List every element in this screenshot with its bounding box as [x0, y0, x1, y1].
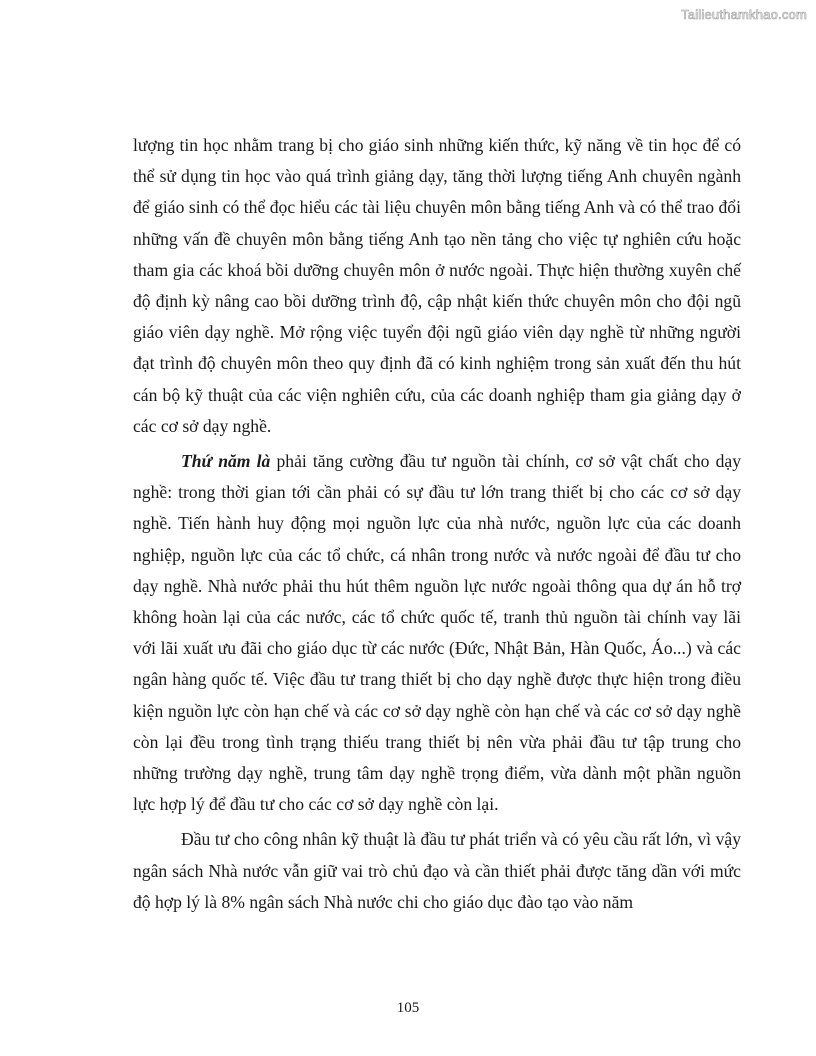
page-number: 105 — [396, 1000, 420, 1016]
paragraph-2-lead: Thứ năm là — [181, 451, 271, 472]
document-body — [133, 130, 741, 918]
paragraph-1-text: lượng tin học nhằm trang bị cho giáo sinh những kiến thức, kỹ năng về tin học để có thể sử dụng tin học vào quá trình giảng dạy, tăng thời lượng tiếng Anh chuyên ngành để giáo sinh có thể đọc hiểu các tài liệu chuyên môn bằng tiếng Anh và có thể trao đổi những vấn đề chuyên môn bằng tiếng Anh tạo nền tảng cho việc tự nghiên cứu hoặc tham gia các khoá bồi dưỡng chuyên môn ở nước ngoài. Thực hiện thường xuyên chế độ định kỳ nâng cao bồi dưỡng trình độ, cập nhật kiến thức chuyên môn cho đội ngũ giáo viên dạy nghề. Mở rộng việc tuyển đội ngũ giáo viên dạy nghề từ những người đạt trình độ chuyên môn theo quy định đã có kinh nghiệm trong sản xuất đến thu hút cán bộ kỹ thuật của các viện nghiên cứu, của các doanh nghiệp tham gia giảng dạy ở các cơ sở dạy nghề. — [133, 135, 741, 436]
paragraph-3 — [133, 824, 741, 918]
paragraph-3-text: Đầu tư cho công nhân kỹ thuật là đầu tư phát triển và có yêu cầu rất lớn, vì vậy ngân sách Nhà nước vẫn giữ vai trò chủ đạo và cần thiết phải được tăng dần với mức độ hợp lý là 8% ngân sách Nhà nước chi cho giáo dục đào tạo vào năm — [133, 829, 741, 912]
paragraph-2-text: phải tăng cường đầu tư nguồn tài chính, cơ sở vật chất cho dạy nghề: trong thời gian tới cần phải có sự đầu tư lớn trang thiết bị cho các cơ sở dạy nghề. Tiến hành huy động mọi nguồn lực của nhà nước, nguồn lực của các doanh nghiệp, nguồn lực của các tổ chức, cá nhân trong nước và nước ngoài để đầu tư cho dạy nghề. Nhà nước phải thu hút thêm nguồn lực nước ngoài thông qua dự án hỗ trợ không hoàn lại của các nước, các tổ chức quốc tế, tranh thủ nguồn tài chính vay lãi với lãi xuất ưu đãi cho giáo dục từ các nước (Đức, Nhật Bản, Hàn Quốc, Áo...) và các ngân hàng quốc tế. Việc đầu tư trang thiết bị cho dạy nghề được thực hiện trong điều kiện nguồn lực còn hạn chế và các cơ sở dạy nghề còn hạn chế và các cơ sở dạy nghề còn lại đều trong tình trạng thiếu trang thiết bị nên vừa phải đầu tư tập trung cho những trường dạy nghề, trung tâm dạy nghề trọng điểm, vừa dành một phần nguồn lực hợp lý để đầu tư cho các cơ sở dạy nghề còn lại. — [133, 451, 741, 815]
paragraph-1 — [133, 130, 741, 442]
watermark: Tailieuthamkhao.com — [681, 7, 807, 22]
paragraph-2 — [133, 446, 741, 820]
